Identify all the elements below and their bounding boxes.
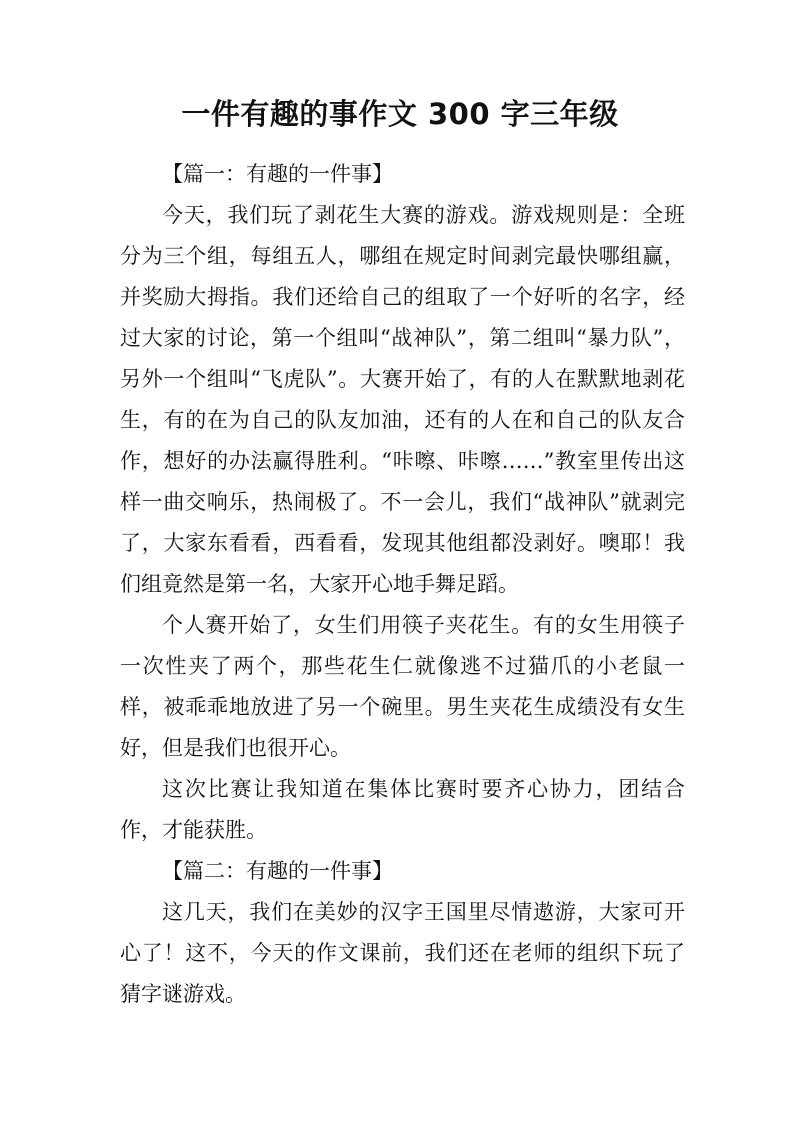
paragraph: 这次比赛让我知道在集体比赛时要齐心协力，团结合作，才能获胜。 [120, 777, 685, 842]
paragraph: 个人赛开始了，女生们用筷子夹花生。有的女生用筷子一次性夹了两个，那些花生仁就像逃不过猫爪的小老鼠一样，被乖乖地放进了另一个碗里。男生夹花生成绩没有女生好，但是我们也很开心。 [120, 613, 685, 760]
document-body [120, 154, 685, 1015]
section-heading-2: 【篇二：有趣的一件事】 [162, 859, 393, 883]
paragraph: 这几天，我们在美妙的汉字王国里尽情遨游，大家可开心了！这不，今天的作文课前，我们还在老师的组织下玩了猜字谜游戏。 [120, 900, 685, 1006]
paragraph: 今天，我们玩了剥花生大赛的游戏。游戏规则是：全班分为三个组，每组五人，哪组在规定时间剥完最快哪组赢，并奖励大拇指。我们还给自己的组取了一个好听的名字，经过大家的讨论，第一个组叫“战神队”，第二组叫“暴力队”，另外一个组叫“飞虎队”。大赛开始了，有的人在默默地剥花生，有的在为自己的队友加油，还有的人在和自己的队友合作，想好的办法赢得胜利。“咔嚓、咔嚓……”教室里传出这样一曲交响乐，热闹极了。不一会儿，我们“战神队”就剥完了，大家东看看，西看看，发现其他组都没剥好。噢耶！我们组竟然是第一名，大家开心地手舞足蹈。 [120, 203, 685, 596]
document-title: 一件有趣的事作文 300 字三年级 [181, 97, 619, 131]
section-heading-1: 【篇一：有趣的一件事】 [162, 162, 393, 186]
